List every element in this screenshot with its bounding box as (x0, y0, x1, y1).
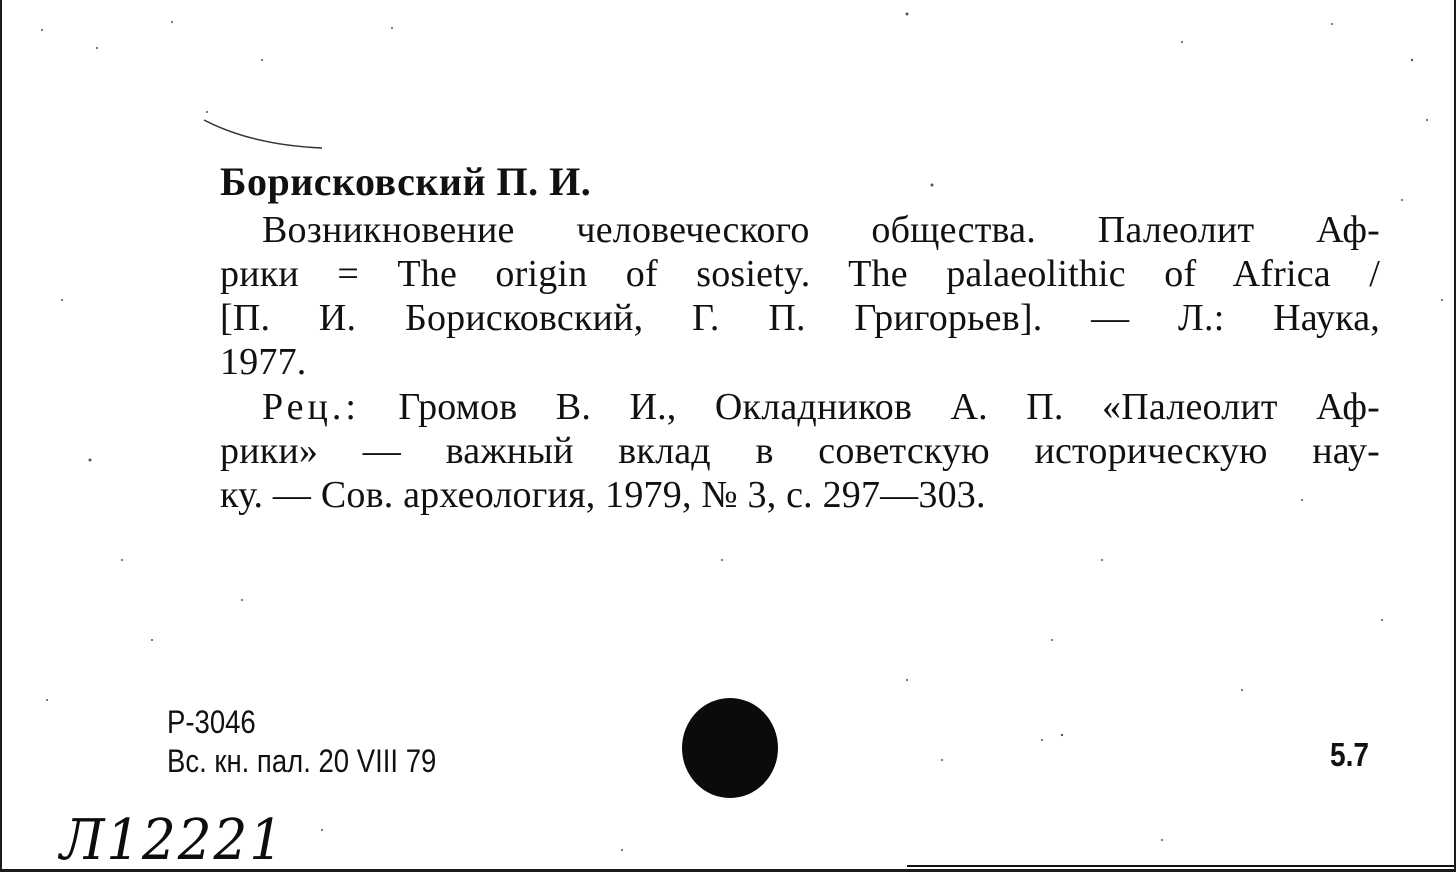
description-line-1: Возникновение человеческого общества. Палеолит Аф- (262, 209, 1380, 251)
title-description (220, 208, 1380, 384)
review-line-3: ку. — Сов. археология, 1979, № 3, с. 297—303. (220, 474, 986, 516)
review-line-1 (220, 385, 1380, 429)
handwritten-inventory-number: Л12221 (60, 808, 286, 872)
review-text-1: Громов В. И., Окладников А. П. «Палеолит Аф- (398, 386, 1380, 428)
chronicle-note: Вс. кн. пал. 20 VIII 79 (167, 743, 437, 779)
review-line-2: рики» — важный вклад в советскую историческую нау- (220, 430, 1380, 472)
classification-number: 5.7 (1330, 736, 1369, 773)
author-heading: Борисковский П. И. (220, 159, 592, 204)
review-label: Рец.: (262, 386, 360, 428)
description-line-4: 1977. (220, 341, 307, 383)
description-line-2: рики = The origin of sosiety. The palaeolithic of Africa / (220, 253, 1380, 295)
description-line-3: [П. И. Борисковский, Г. П. Григорьев]. — Л.: Наука, (220, 297, 1380, 339)
review-block (220, 385, 1380, 517)
punch-hole (682, 698, 778, 798)
catalog-code: Р-3046 (167, 704, 256, 740)
